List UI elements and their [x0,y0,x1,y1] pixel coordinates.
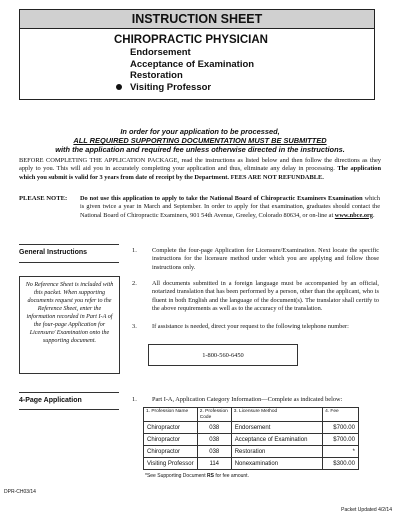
note-text [80,195,380,220]
four-page-item-1: Part I-A, Application Category Information—Complete as indicated below: [152,396,343,403]
method-visiting-professor [116,82,374,94]
general-item-1: Complete the four-page Application for Licensure/Examination. Next locate the specific instructions for the licensure method under which you are applying and follow those instructions only. [152,247,379,271]
profession-name-cell: Chiropractor [144,434,198,446]
profession-heading: CHIROPRACTIC PHYSICIAN [114,34,268,46]
section-divider [19,244,119,245]
table-row [144,422,359,434]
item-number: 2. [132,280,137,287]
licensure-method-cell: Acceptance of Examination [231,434,322,446]
note-bold: Do not use this application to apply to take the National Board of Chiropractic Examiners Examination [80,195,363,202]
header-body [20,29,374,99]
fee-cell: $700.00 [323,422,359,434]
profession-name-cell: Chiropractor [144,422,198,434]
nbce-link[interactable]: www.nbce.org [334,211,373,219]
item-number: 1. [132,396,137,403]
table-row [144,446,359,458]
profession-code-cell: 038 [197,446,231,458]
section-divider [19,392,119,393]
intro-validity: The application which you submit is valid for 3 years from date of receipt by the Department. [19,165,381,181]
fee-cell: $300.00 [323,458,359,470]
licensure-method-cell: Endorsement [231,422,322,434]
form-code: DPR-CH03/14 [4,489,36,495]
banner-line-2: ALL REQUIRED SUPPORTING DOCUMENTATION MUST BE SUBMITTED [73,136,327,145]
intro-fees: FEES ARE NOT REFUNDABLE. [230,173,324,181]
col-profession-name: 1. Profession Name [144,408,198,422]
item-number: 1. [132,247,137,254]
banner-line-3: with the application and required fee unless otherwise directed in the instructions. [55,145,345,154]
header-title: INSTRUCTION SHEET [20,10,374,29]
bullet-icon [116,84,122,90]
section-divider [19,409,119,410]
fee-footnote [145,473,249,479]
four-page-application-label: 4-Page Application [19,397,82,404]
general-item-2: All documents submitted in a foreign language must be accompanied by an official, notarized translation that has been performed by a person, other than the applicant, who is fluent in both English and the language of the document(s). The translator shall certify to the above requirements as well as to the accuracy of the translation. [152,280,379,312]
table-header-row [144,408,359,422]
col-fee: 4. Fee [323,408,359,422]
processing-banner [0,127,400,154]
col-profession-code: 2. Profession Code [197,408,231,422]
footnote-post: for fee amount. [215,473,249,479]
note-end: . [372,211,375,219]
footnote-pre: *See Supporting Document [145,473,206,479]
table-row [144,458,359,470]
profession-name-cell: Chiropractor [144,446,198,458]
method-restoration: Restoration [130,70,183,81]
profession-code-cell: 038 [197,434,231,446]
application-category-table [143,407,359,470]
section-divider [19,262,119,263]
item-number: 3. [132,323,137,330]
visiting-professor-label: Visiting Professor [130,81,212,93]
method-acceptance: Acceptance of Examination [130,58,255,70]
intro-text: BEFORE COMPLETING THE APPLICATION PACKAGE, read the instructions as listed below and then follow the directions as they apply to you. This will aid you in accurately completing your application and thus, eliminate any delay in processing. [19,157,381,173]
fee-cell: * [323,446,359,458]
phone-number-box: 1-800-560-6450 [148,344,298,366]
intro-paragraph [19,157,381,182]
table-row [144,434,359,446]
licensure-method-cell: Restoration [231,446,322,458]
footnote-code: RS [206,473,214,479]
general-instructions-label: General Instructions [19,249,88,256]
note-label: PLEASE NOTE: [19,195,68,202]
general-item-3: If assistance is needed, direct your request to the following telephone number: [152,323,349,330]
packet-updated: Packet Updated 4/2/14 [341,507,392,513]
profession-name-cell: Visiting Professor [144,458,198,470]
profession-code-cell: 114 [197,458,231,470]
fee-cell: $700.00 [323,434,359,446]
instruction-sheet-header [19,9,375,100]
banner-line-1: In order for your application to be processed, [120,127,280,136]
col-licensure-method: 3. Licensure Method [231,408,322,422]
method-endorsement: Endorsement [130,47,191,58]
note-body: which is given twice a year in March and September. In order to apply for that examination, graduates should contact the National Board of Chiropractic Examiners, 901 54th Avenue, Greeley, Colorado 80634, or on-line at [80,195,380,219]
licensure-method-cell: Nonexamination [231,458,322,470]
reference-sheet-note: No Reference Sheet is included with this packet. When supporting documents request you refer to the Reference Sheet, enter the information recorded in Part I-A of the four-page Application for Licensure/ Examination onto the supporting document. [19,276,120,374]
profession-code-cell: 038 [197,422,231,434]
